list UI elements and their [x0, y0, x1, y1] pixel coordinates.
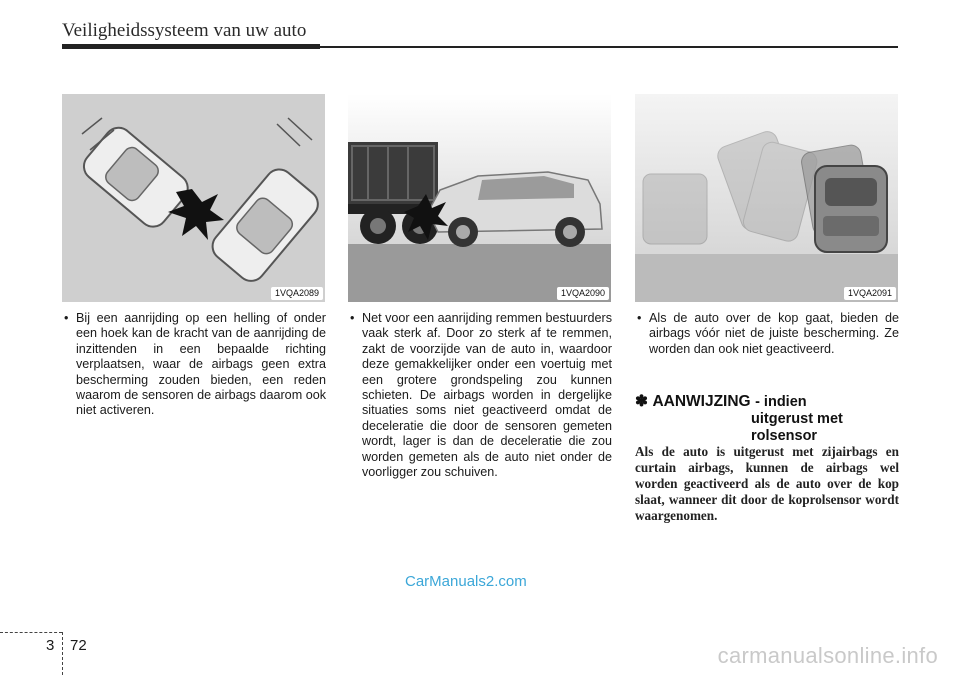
- text-column-3: [635, 311, 899, 357]
- figure-underride-collision: [348, 94, 611, 302]
- page-number: 72: [70, 637, 87, 654]
- bullet-item: [635, 311, 899, 357]
- bullet-marker: •: [64, 311, 69, 325]
- bullet-item: [62, 311, 326, 419]
- bullet-text: Bij een aanrijding op een helling of onder een hoek kan de kracht van de aanrijding de inzittenden in een bepaalde richting verplaatsen, waar de airbags geen extra bescherming zouden bieden, een reden waarom de sensoren de airbags daarom ook niet activeren.: [76, 311, 326, 418]
- figure-label: 1VQA2090: [557, 287, 609, 300]
- header-rule: [62, 44, 320, 49]
- text-column-1: [62, 311, 326, 419]
- page-header-title: Veiligheidssysteem van uw auto: [62, 20, 307, 41]
- note-subtitle-line-2: uitgerust met: [751, 411, 843, 427]
- bullet-text: Als de auto over de kop gaat, bieden de airbags vóór niet de juiste bescherming. Ze worden dan ook niet geactiveerd.: [649, 311, 899, 356]
- figure-label: 1VQA2089: [271, 287, 323, 300]
- footer-rule: [0, 632, 62, 633]
- note-subtitle-line-1: - indien: [755, 394, 807, 410]
- bullet-text: Net voor een aanrijding remmen bestuurders vaak sterk af. Door zo sterk af te remmen, zakt de voorzijde van de auto in, waardoor deze gemakkelijker onder een voertuig met een grotere grondspeling zou kunnen schieten. De airbags worden in dergelijke situaties soms niet geactiveerd omdat de deceleratie die door de sensoren gemeten wordt, lager is dan de deceleratie die zou worden gemeten als de auto niet onder de voorligger zou schuiven.: [362, 311, 612, 480]
- bullet-marker: •: [350, 311, 355, 325]
- car-final-shape: [815, 166, 887, 252]
- figure-rollover: [635, 94, 898, 302]
- text-column-2: [348, 311, 612, 480]
- bullet-item: [348, 311, 612, 480]
- figure-angled-collision: [62, 94, 325, 302]
- car-rollover-illustration: [635, 94, 898, 302]
- note-body: Als de auto is uitgerust met zijairbags en curtain airbags, kunnen de airbags wel worden geactiveerd als de auto over de kop slaat, wanneer dit door de koprolsensor wordt waargenomen.: [635, 444, 899, 523]
- chapter-number: 3: [46, 637, 55, 654]
- note-title: AANWIJZING: [652, 393, 751, 410]
- note-symbol-icon: ✽: [635, 393, 648, 410]
- note-subtitle-line-3: rolsensor: [751, 428, 818, 444]
- figure-label: 1VQA2091: [844, 287, 896, 300]
- car-corner-collision-illustration: [62, 94, 325, 302]
- note-heading: [635, 392, 899, 445]
- site-footer-link[interactable]: carmanualsonline.info: [717, 643, 938, 668]
- watermark-link[interactable]: CarManuals2.com: [405, 573, 527, 590]
- header-rule-thin: [320, 46, 898, 48]
- car-under-truck-illustration: [348, 94, 611, 302]
- footer-divider: [62, 632, 63, 675]
- bullet-marker: •: [637, 311, 642, 325]
